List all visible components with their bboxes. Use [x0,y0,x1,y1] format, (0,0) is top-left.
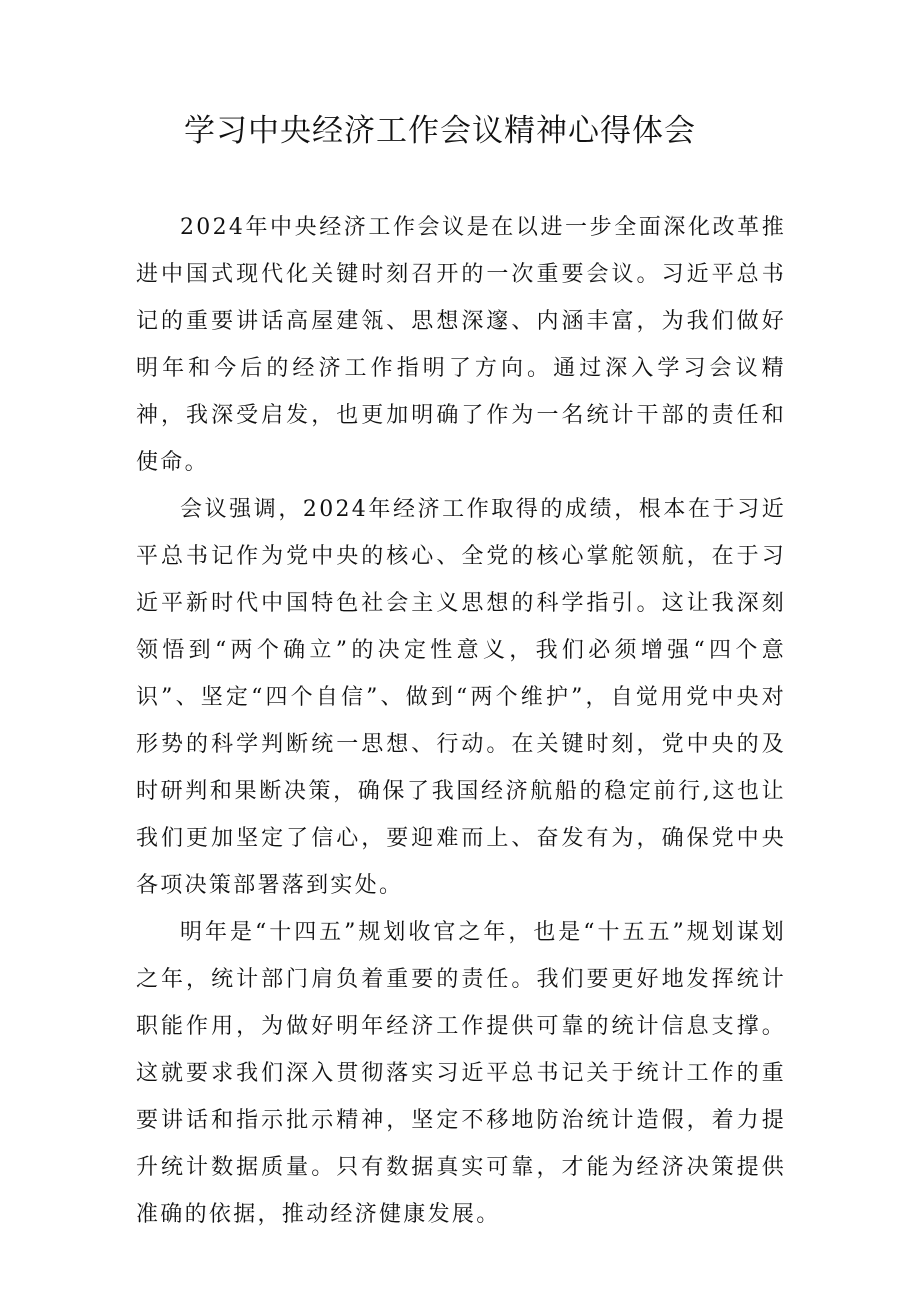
paragraph-3: 明年是“十四五”规划收官之年，也是“十五五”规划谋划之年，统计部门肩负着重要的责任。我们要更好地发挥统计职能作用，为做好明年经济工作提供可靠的统计信息支撑。这就要求我们深入贯彻落实习近平总书记关于统计工作的重要讲话和指示批示精神，坚定不移地防治统计造假，着力提升统计数据质量。只有数据真实可靠，才能为经济决策提供准确的依据，推动经济健康发展。 [136,920,786,1227]
document-body [136,204,786,1238]
document-title: 学习中央经济工作会议精神心得体会 [184,113,696,149]
paragraph-1: 2024年中央经济工作会议是在以进一步全面深化改革推进中国式现代化关键时刻召开的一次重要会议。习近平总书记的重要讲话高屋建瓴、思想深邃、内涵丰富，为我们做好明年和今后的经济工作指明了方向。通过深入学习会议精神，我深受启发，也更加明确了作为一名统计干部的责任和使命。 [136,215,786,475]
paragraph-2: 会议强调，2024年经济工作取得的成绩，根本在于习近平总书记作为党中央的核心、全党的核心掌舵领航，在于习近平新时代中国特色社会主义思想的科学指引。这让我深刻领悟到“两个确立”的决定性意义，我们必须增强“四个意识”、坚定“四个自信”、做到“两个维护”，自觉用党中央对形势的科学判断统一思想、行动。在关键时刻，党中央的及时研判和果断决策，确保了我国经济航船的稳定前行,这也让我们更加坚定了信心，要迎难而上、奋发有为，确保党中央各项决策部署落到实处。 [136,497,786,898]
